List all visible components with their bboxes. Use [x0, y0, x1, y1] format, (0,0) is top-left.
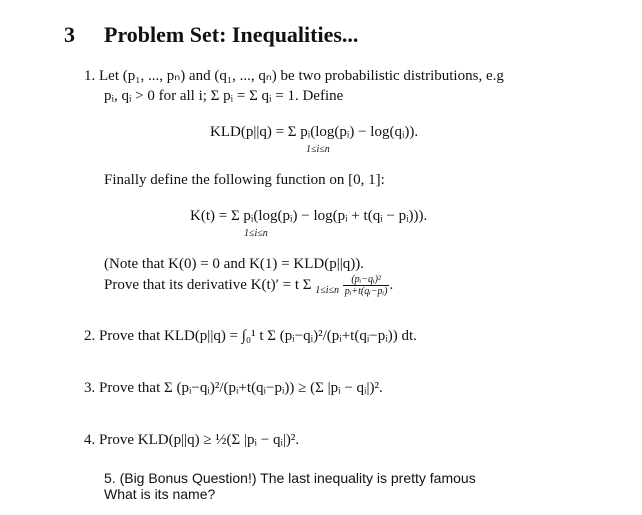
- finally-text: Finally define the following function on [0, 1]:: [104, 172, 385, 188]
- prove-derivative-text: Prove that its derivative K(t)′ = t Σ: [104, 276, 312, 293]
- derivative-fraction: [343, 274, 390, 297]
- kld-sum-limits: 1≤i≤n: [306, 144, 330, 155]
- section-title: Problem Set: Inequalities...: [104, 22, 359, 47]
- problem-1-line-1: [84, 66, 504, 86]
- problem-3-number: 3.: [84, 380, 96, 396]
- section-heading: [64, 22, 358, 48]
- prove-derivative-line: [104, 274, 393, 301]
- problem-4-number: 4.: [84, 432, 96, 448]
- section-number: 3: [64, 22, 75, 47]
- problem-1-intro: Let (p₁, ..., pₙ) and (q₁, ..., qₙ) be two probabilistic distributions, e.g: [99, 68, 504, 84]
- problem-2-number: 2.: [84, 328, 96, 344]
- problem-4: [84, 430, 299, 450]
- k-sum-limits: 1≤i≤n: [244, 228, 268, 239]
- problem-1-number: 1.: [84, 68, 96, 84]
- note-text: (Note that K(0) = 0 and K(1) = KLD(p||q)).: [104, 256, 364, 272]
- problem-2-text: Prove that KLD(p||q) = ∫₀¹ t Σ (pᵢ−qᵢ)²/(pᵢ+t(qᵢ−pᵢ)) dt.: [99, 328, 417, 344]
- problem-4-text: Prove KLD(p||q) ≥ ½(Σ |pᵢ − qᵢ|)².: [99, 432, 300, 448]
- derivative-period: .: [389, 276, 394, 293]
- problem-3-text: Prove that Σ (pᵢ−qᵢ)²/(pᵢ+t(qᵢ−pᵢ)) ≥ (Σ |pᵢ − qᵢ|)².: [99, 380, 383, 396]
- kld-definition-text: KLD(p||q) = Σ pᵢ(log(pᵢ) − log(qᵢ)).: [210, 124, 419, 140]
- derivative-fraction-denominator: pᵢ+t(qᵢ−pᵢ): [344, 286, 388, 297]
- derivative-fraction-numerator: (pᵢ−qᵢ)²: [343, 274, 390, 286]
- problem-3: [84, 378, 383, 398]
- kld-definition: [210, 122, 418, 142]
- problem-1-line-2: pᵢ, qᵢ > 0 for all i; Σ pᵢ = Σ qᵢ = 1. Define: [104, 88, 344, 104]
- bonus-question: 5. (Big Bonus Question!) The last inequality is pretty famous What is its name?: [104, 470, 476, 502]
- derivative-sum-limits: 1≤i≤n: [315, 284, 340, 296]
- problem-2: [84, 326, 417, 346]
- k-definition: K(t) = Σ pᵢ(log(pᵢ) − log(pᵢ + t(qᵢ − pᵢ))).: [190, 208, 428, 224]
